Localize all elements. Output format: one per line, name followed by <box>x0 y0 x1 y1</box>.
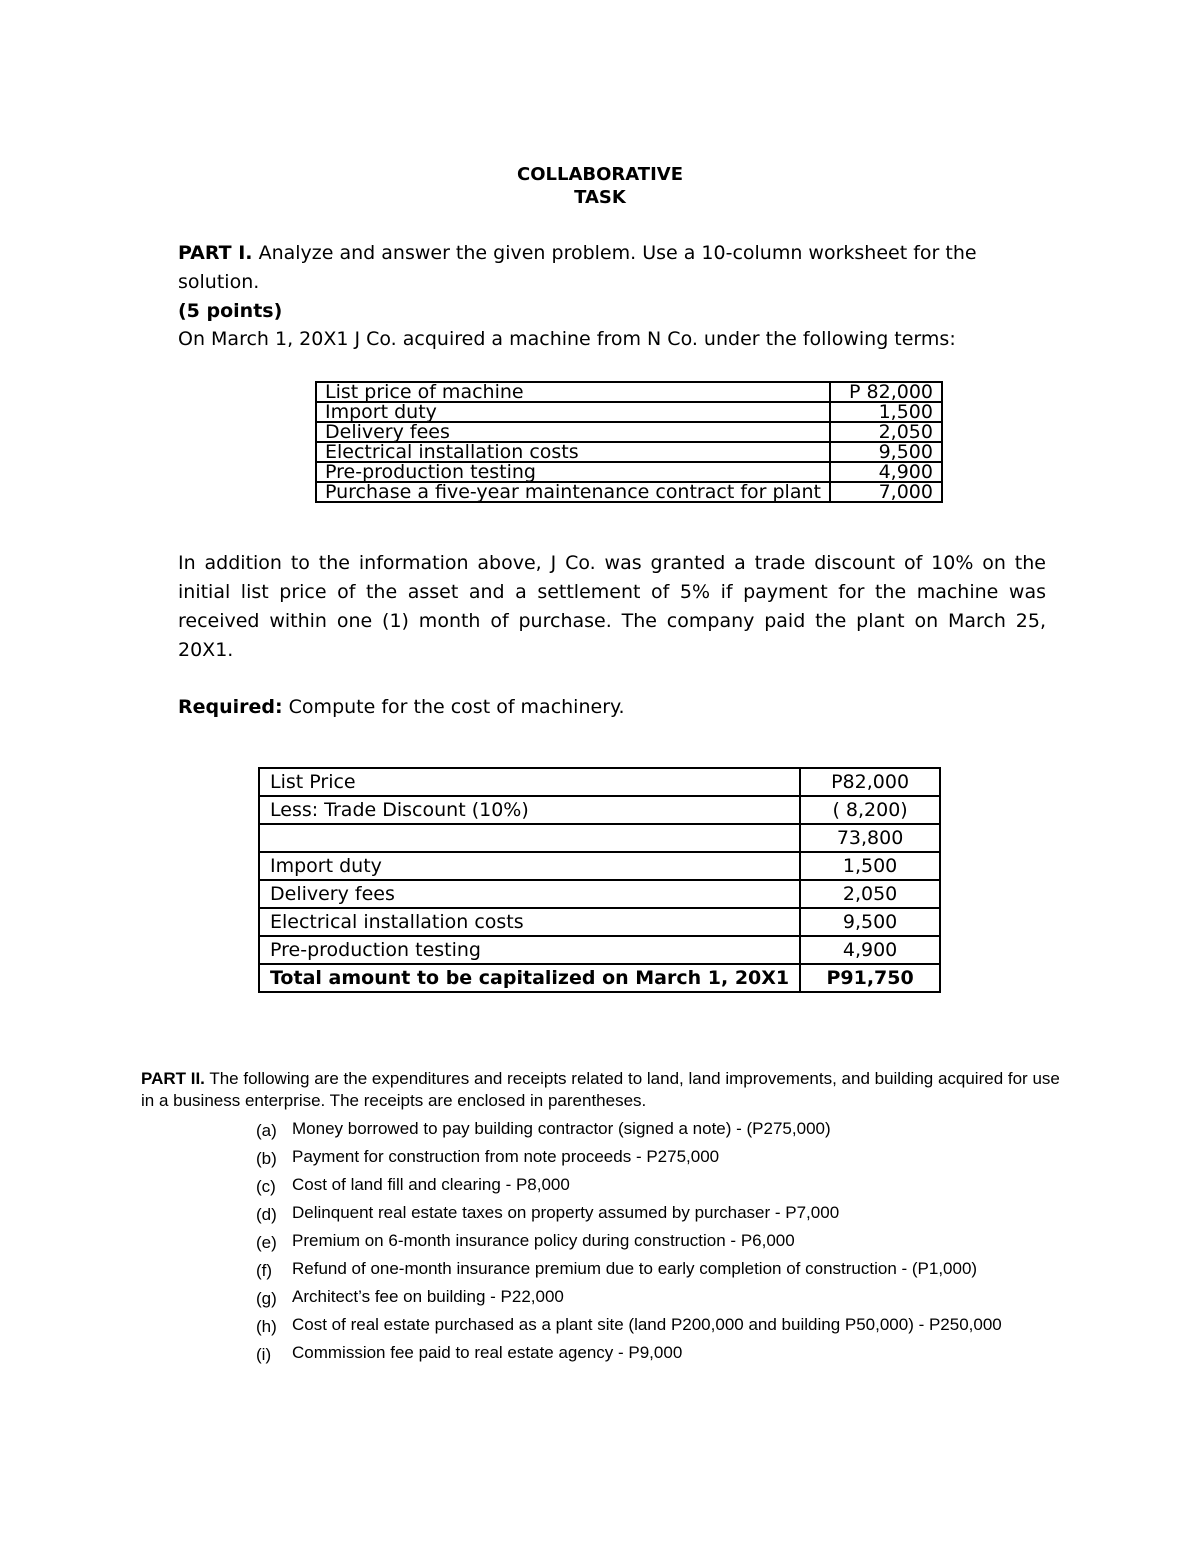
part2-item-list <box>256 1118 1036 1370</box>
list-item <box>256 1314 1036 1339</box>
list-item-label: (f) <box>256 1261 273 1280</box>
list-item <box>256 1286 1036 1311</box>
list-item <box>256 1230 1036 1255</box>
cost-table-row <box>259 796 940 824</box>
terms-amount-cell: 1,500 <box>830 402 942 422</box>
part1-intro: On March 1, 20X1 J Co. acquired a machine from N Co. under the following terms: <box>178 328 956 350</box>
page-title <box>0 163 1200 209</box>
terms-table-row <box>316 462 942 482</box>
cost-amount-cell: ( 8,200) <box>800 796 940 824</box>
part1-instruction-text: Analyze and answer the given problem. Use a 10-column worksheet for the solution. <box>178 242 977 293</box>
cost-amount-cell: 73,800 <box>800 824 940 852</box>
cost-amount-cell: 9,500 <box>800 908 940 936</box>
list-item-text: Premium on 6-month insurance policy during construction - P6,000 <box>292 1231 795 1250</box>
terms-table-row <box>316 422 942 442</box>
cost-item-cell: Delivery fees <box>259 880 800 908</box>
required-text: Compute for the cost of machinery. <box>282 696 625 718</box>
list-item <box>256 1258 1036 1283</box>
part2-heading: PART II. <box>141 1069 205 1088</box>
terms-table-row <box>316 402 942 422</box>
terms-item-cell: Electrical installation costs <box>316 442 830 462</box>
part1-instruction <box>178 239 1046 326</box>
list-item <box>256 1118 1036 1143</box>
cost-table-row <box>259 880 940 908</box>
required-label: Required: <box>178 696 283 718</box>
cost-table-row <box>259 908 940 936</box>
terms-table-row <box>316 482 942 502</box>
cost-total-row <box>259 964 940 992</box>
title-line-1: COLLABORATIVE <box>517 164 683 185</box>
terms-amount-cell: P 82,000 <box>830 382 942 402</box>
terms-table <box>315 381 943 503</box>
terms-item-cell: List price of machine <box>316 382 830 402</box>
list-item-label: (e) <box>256 1233 277 1252</box>
cost-item-cell: Total amount to be capitalized on March 1, 20X1 <box>259 964 800 992</box>
terms-amount-cell: 9,500 <box>830 442 942 462</box>
part2-intro-text: The following are the expenditures and receipts related to land, land improvements, and building acquired for use in a business enterprise. The receipts are enclosed in parentheses. <box>141 1069 1060 1110</box>
cost-item-cell: List Price <box>259 768 800 796</box>
cost-item-cell: Pre-production testing <box>259 936 800 964</box>
cost-table-row <box>259 824 940 852</box>
list-item-text: Money borrowed to pay building contractor (signed a note) - (P275,000) <box>292 1119 831 1138</box>
list-item-label: (g) <box>256 1289 277 1308</box>
cost-amount-cell: 4,900 <box>800 936 940 964</box>
part1-heading: PART I. <box>178 242 253 264</box>
terms-amount-cell: 4,900 <box>830 462 942 482</box>
list-item-text: Architect’s fee on building - P22,000 <box>292 1287 564 1306</box>
terms-table-row <box>316 382 942 402</box>
list-item-text: Commission fee paid to real estate agency - P9,000 <box>292 1343 683 1362</box>
list-item-label: (b) <box>256 1149 277 1168</box>
list-item-label: (i) <box>256 1345 272 1364</box>
terms-table-row <box>316 442 942 462</box>
part1-points: (5 points) <box>178 300 283 322</box>
list-item-label: (d) <box>256 1205 277 1224</box>
cost-amount-cell: 1,500 <box>800 852 940 880</box>
cost-item-cell: Electrical installation costs <box>259 908 800 936</box>
list-item <box>256 1146 1036 1171</box>
part1-additional-info: In addition to the information above, J Co. was granted a trade discount of 10% on the initial list price of the asset and a settlement of 5% if payment for the machine was received within one (1) month of purchase. The company paid the plant on March 25, 20X1. <box>178 552 1046 661</box>
terms-item-cell: Delivery fees <box>316 422 830 442</box>
list-item-label: (c) <box>256 1177 276 1196</box>
list-item-label: (a) <box>256 1121 277 1140</box>
cost-table-row <box>259 768 940 796</box>
cost-amount-cell: 2,050 <box>800 880 940 908</box>
cost-amount-cell: P91,750 <box>800 964 940 992</box>
cost-item-cell <box>259 824 800 852</box>
list-item-text: Cost of land fill and clearing - P8,000 <box>292 1175 570 1194</box>
terms-amount-cell: 7,000 <box>830 482 942 502</box>
cost-item-cell: Import duty <box>259 852 800 880</box>
cost-table-row <box>259 936 940 964</box>
list-item-label: (h) <box>256 1317 277 1336</box>
cost-item-cell: Less: Trade Discount (10%) <box>259 796 800 824</box>
part2-intro <box>141 1068 1061 1112</box>
title-line-2: TASK <box>574 187 626 208</box>
list-item-text: Cost of real estate purchased as a plant site (land P200,000 and building P50,000) - P250,000 <box>292 1315 1002 1334</box>
terms-amount-cell: 2,050 <box>830 422 942 442</box>
cost-computation-table <box>258 767 941 993</box>
list-item <box>256 1174 1036 1199</box>
terms-item-cell: Purchase a five-year maintenance contract for plant <box>316 482 830 502</box>
list-item-text: Refund of one-month insurance premium due to early completion of construction - (P1,000) <box>292 1259 978 1278</box>
cost-amount-cell: P82,000 <box>800 768 940 796</box>
list-item-text: Delinquent real estate taxes on property assumed by purchaser - P7,000 <box>292 1203 840 1222</box>
cost-table-row <box>259 852 940 880</box>
terms-item-cell: Pre-production testing <box>316 462 830 482</box>
terms-item-cell: Import duty <box>316 402 830 422</box>
list-item-text: Payment for construction from note proceeds - P275,000 <box>292 1147 720 1166</box>
list-item <box>256 1342 1036 1367</box>
part1-required <box>178 693 1046 722</box>
list-item <box>256 1202 1036 1227</box>
